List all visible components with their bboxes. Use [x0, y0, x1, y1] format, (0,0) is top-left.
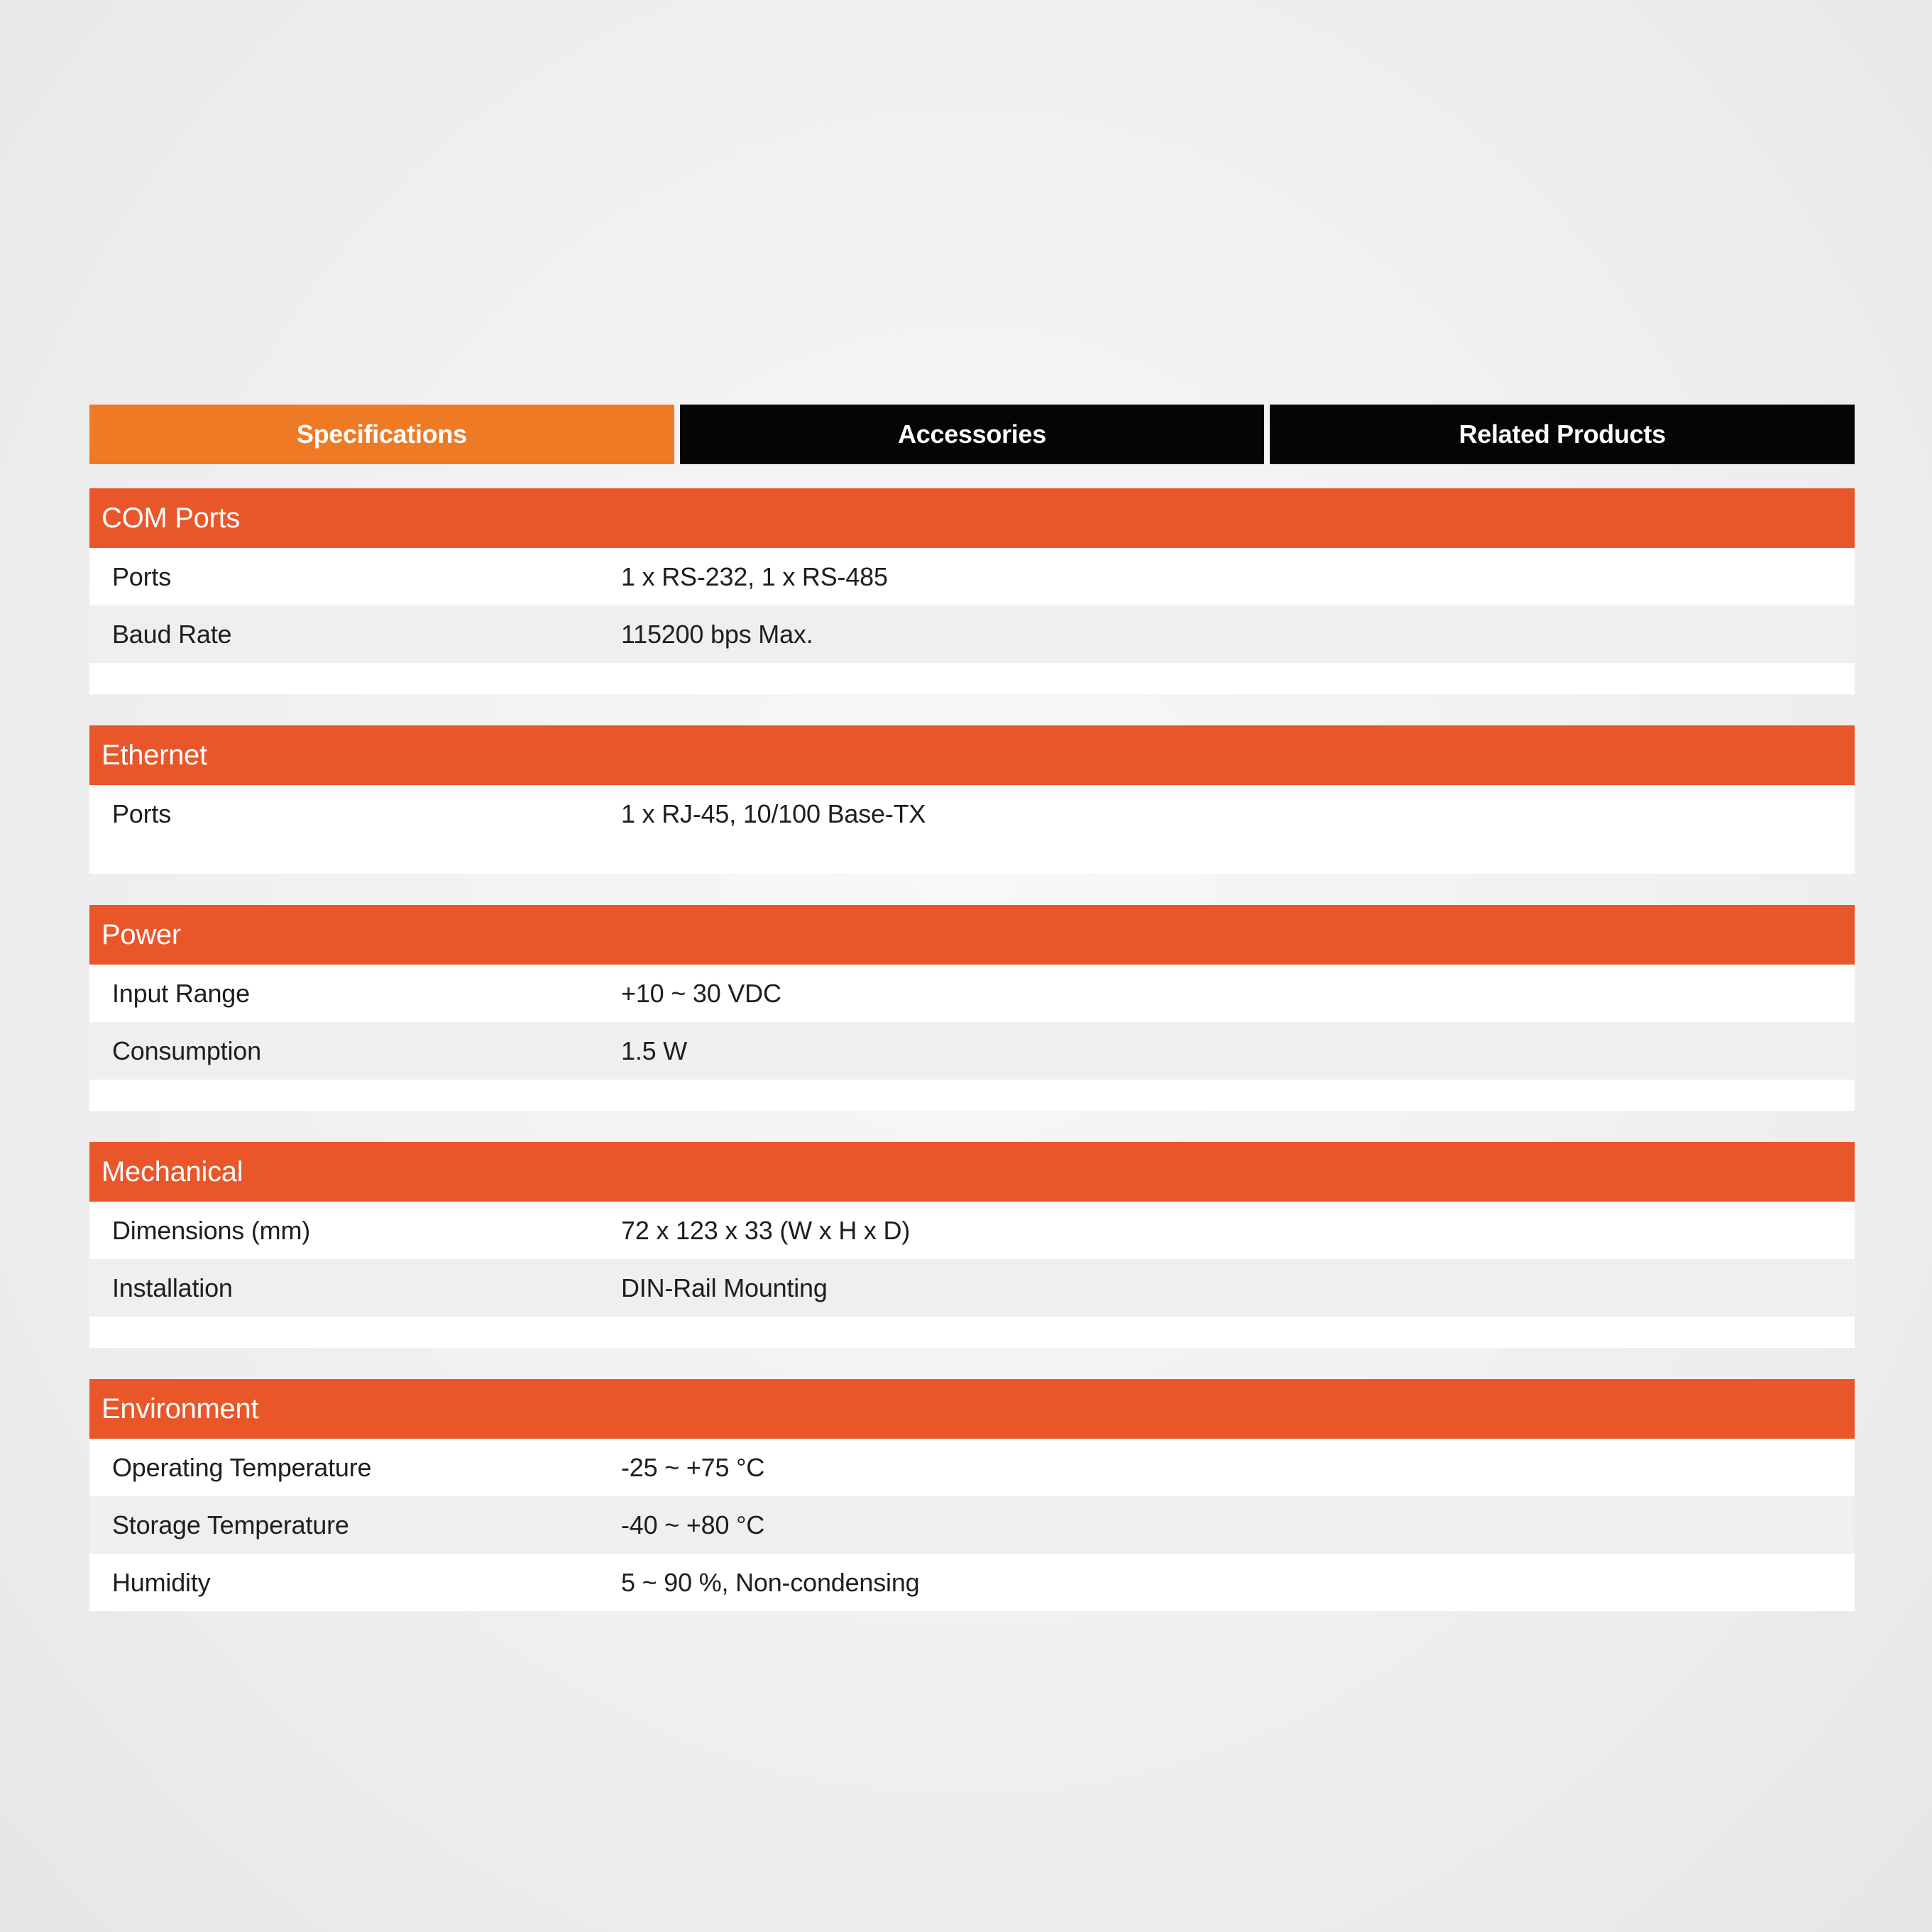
spec-row: [89, 1554, 1855, 1611]
tab-accessories[interactable]: Accessories: [680, 405, 1265, 464]
spec-value: -40 ~ +80 °C: [621, 1510, 765, 1539]
spec-label: Operating Temperature: [112, 1452, 372, 1482]
section-ethernet: [89, 725, 1855, 874]
spec-label: Consumption: [112, 1036, 261, 1065]
spec-row: [89, 605, 1855, 663]
product-detail-panel: [89, 405, 1855, 1611]
spec-label: Baud Rate: [112, 619, 232, 649]
spec-row: [89, 1202, 1855, 1259]
spec-value: 72 x 123 x 33 (W x H x D): [621, 1215, 911, 1245]
spec-label: Storage Temperature: [112, 1510, 349, 1539]
spec-label: Installation: [112, 1273, 233, 1302]
section-power: [89, 905, 1855, 1111]
spec-row: [89, 965, 1855, 1022]
section-title: COM Ports: [89, 488, 1855, 548]
spec-row: [89, 1259, 1855, 1317]
section-title: Ethernet: [89, 725, 1855, 785]
section-environment: [89, 1379, 1855, 1611]
section-body: [89, 1439, 1855, 1611]
tab-related-products[interactable]: Related Products: [1270, 405, 1855, 464]
section-body: [89, 965, 1855, 1111]
spec-row: [89, 1496, 1855, 1554]
section-body: [89, 785, 1855, 874]
spec-value: +10 ~ 30 VDC: [621, 978, 781, 1008]
section-body: [89, 548, 1855, 694]
spec-row: [89, 785, 1855, 842]
spec-value: 115200 bps Max.: [621, 619, 813, 649]
spec-value: 5 ~ 90 %, Non-condensing: [621, 1567, 920, 1597]
spec-label: Humidity: [112, 1567, 211, 1597]
spec-label: Dimensions (mm): [112, 1215, 311, 1245]
section-mechanical: [89, 1142, 1855, 1348]
tab-bar: [89, 405, 1855, 464]
spec-row: [89, 1439, 1855, 1496]
spec-value: 1 x RJ-45, 10/100 Base-TX: [621, 798, 926, 828]
section-title: Mechanical: [89, 1142, 1855, 1202]
spec-label: Input Range: [112, 978, 250, 1008]
spec-row: [89, 1022, 1855, 1080]
spec-value: -25 ~ +75 °C: [621, 1452, 765, 1482]
section-title: Power: [89, 905, 1855, 965]
section-body: [89, 1202, 1855, 1348]
specifications-table: [89, 488, 1855, 1611]
spec-value: 1 x RS-232, 1 x RS-485: [621, 561, 888, 591]
spec-row: [89, 548, 1855, 605]
section-com-ports: [89, 488, 1855, 694]
spec-value: DIN-Rail Mounting: [621, 1273, 828, 1302]
spec-label: Ports: [112, 561, 172, 591]
tab-specifications[interactable]: Specifications: [89, 405, 674, 464]
section-title: Environment: [89, 1379, 1855, 1439]
spec-label: Ports: [112, 798, 172, 828]
spec-value: 1.5 W: [621, 1036, 688, 1065]
